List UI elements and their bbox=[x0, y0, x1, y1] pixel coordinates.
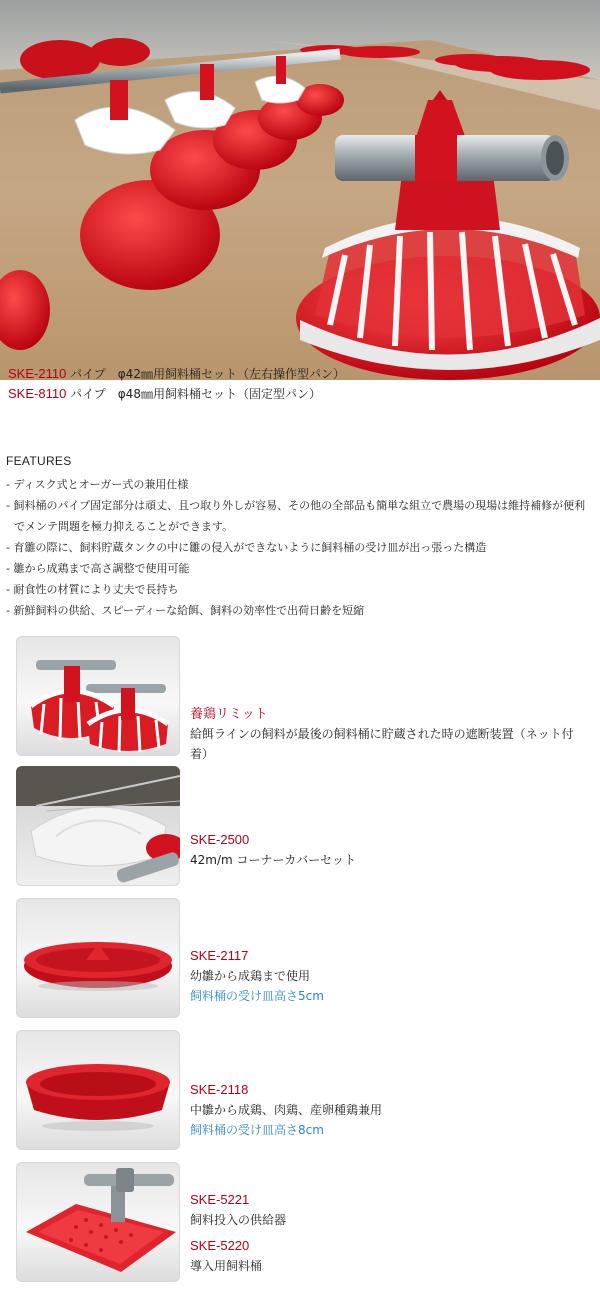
product-desc bbox=[190, 704, 590, 764]
feature-item: - 耐食性の材質により丈夫で長持ち bbox=[6, 583, 179, 596]
product-text: 42m/m コーナーカバーセット bbox=[190, 853, 357, 867]
feature-item: - 新鮮飼料の供給、スピーディーな給餌、飼料の効率性で出荷日齢を短縮 bbox=[6, 604, 365, 617]
hero-photo bbox=[0, 0, 600, 380]
product-image-pan-2117 bbox=[16, 898, 180, 1018]
feeder-pair-image bbox=[16, 636, 180, 756]
product-desc bbox=[190, 1080, 590, 1140]
product-code: SKE-2500 bbox=[190, 832, 250, 847]
feature-item: - 飼料桶のパイプ固定部分は頑丈、且つ取り外しが容易、その他の全部品も簡単な組立で農場の現場は維持補修が便利でメンテ問題を極力抑えることができます。 bbox=[6, 499, 586, 533]
product-image-limit bbox=[16, 636, 180, 756]
model-line bbox=[8, 364, 598, 384]
product-note: 飼料桶の受け皿高さ5cm bbox=[190, 989, 324, 1003]
model-list bbox=[8, 364, 598, 404]
features-section bbox=[6, 454, 596, 621]
product-text: 給餌ラインの飼料が最後の飼料桶に貯蔵された時の遮断装置（ネット付着） bbox=[190, 727, 574, 761]
model-code: SKE-2110 bbox=[8, 366, 67, 381]
supply-tray-image bbox=[16, 1162, 180, 1282]
product-image-corner-cover bbox=[16, 766, 180, 886]
product-text: 幼雛から成鶏まで使用 bbox=[190, 969, 311, 983]
model-description: パイプ φ48㎜用飼料桶セット（固定型パン） bbox=[70, 387, 321, 401]
features-list bbox=[6, 474, 596, 621]
product-code: SKE-5220 bbox=[190, 1238, 250, 1253]
feature-item: - 育雛の際に、飼料貯蔵タンクの中に雛の侵入ができないように飼料桶の受け皿が出っ張った構造 bbox=[6, 541, 487, 554]
features-title: FEATURES bbox=[6, 454, 72, 468]
feeder-line-photo bbox=[0, 0, 600, 380]
feature-item: - ディスク式とオーガー式の兼用仕様 bbox=[6, 478, 189, 491]
product-code: SKE-2118 bbox=[190, 1082, 249, 1097]
corner-cover-image bbox=[16, 766, 180, 886]
product-image-supply-set bbox=[16, 1162, 180, 1282]
product-text: 導入用飼料桶 bbox=[190, 1259, 263, 1273]
product-image-pan-2118 bbox=[16, 1030, 180, 1150]
product-desc bbox=[190, 946, 590, 1006]
model-line bbox=[8, 384, 598, 404]
product-code: 養鶏リミット bbox=[190, 706, 268, 721]
product-code: SKE-2117 bbox=[190, 948, 249, 963]
deep-pan-image bbox=[16, 1030, 180, 1150]
product-text: 中雛から成鶏、肉鶏、産卵種鶏兼用 bbox=[190, 1103, 383, 1117]
product-text: 飼料投入の供給器 bbox=[190, 1213, 287, 1227]
shallow-pan-image bbox=[16, 898, 180, 1018]
model-code: SKE-8110 bbox=[8, 386, 67, 401]
product-desc bbox=[190, 1190, 590, 1276]
model-description: パイプ φ42㎜用飼料桶セット（左右操作型パン） bbox=[70, 367, 345, 381]
feature-item: - 雛から成鶏まで高さ調整で使用可能 bbox=[6, 562, 190, 575]
product-desc bbox=[190, 830, 590, 870]
product-note: 飼料桶の受け皿高さ8cm bbox=[190, 1123, 324, 1137]
product-code: SKE-5221 bbox=[190, 1192, 250, 1207]
